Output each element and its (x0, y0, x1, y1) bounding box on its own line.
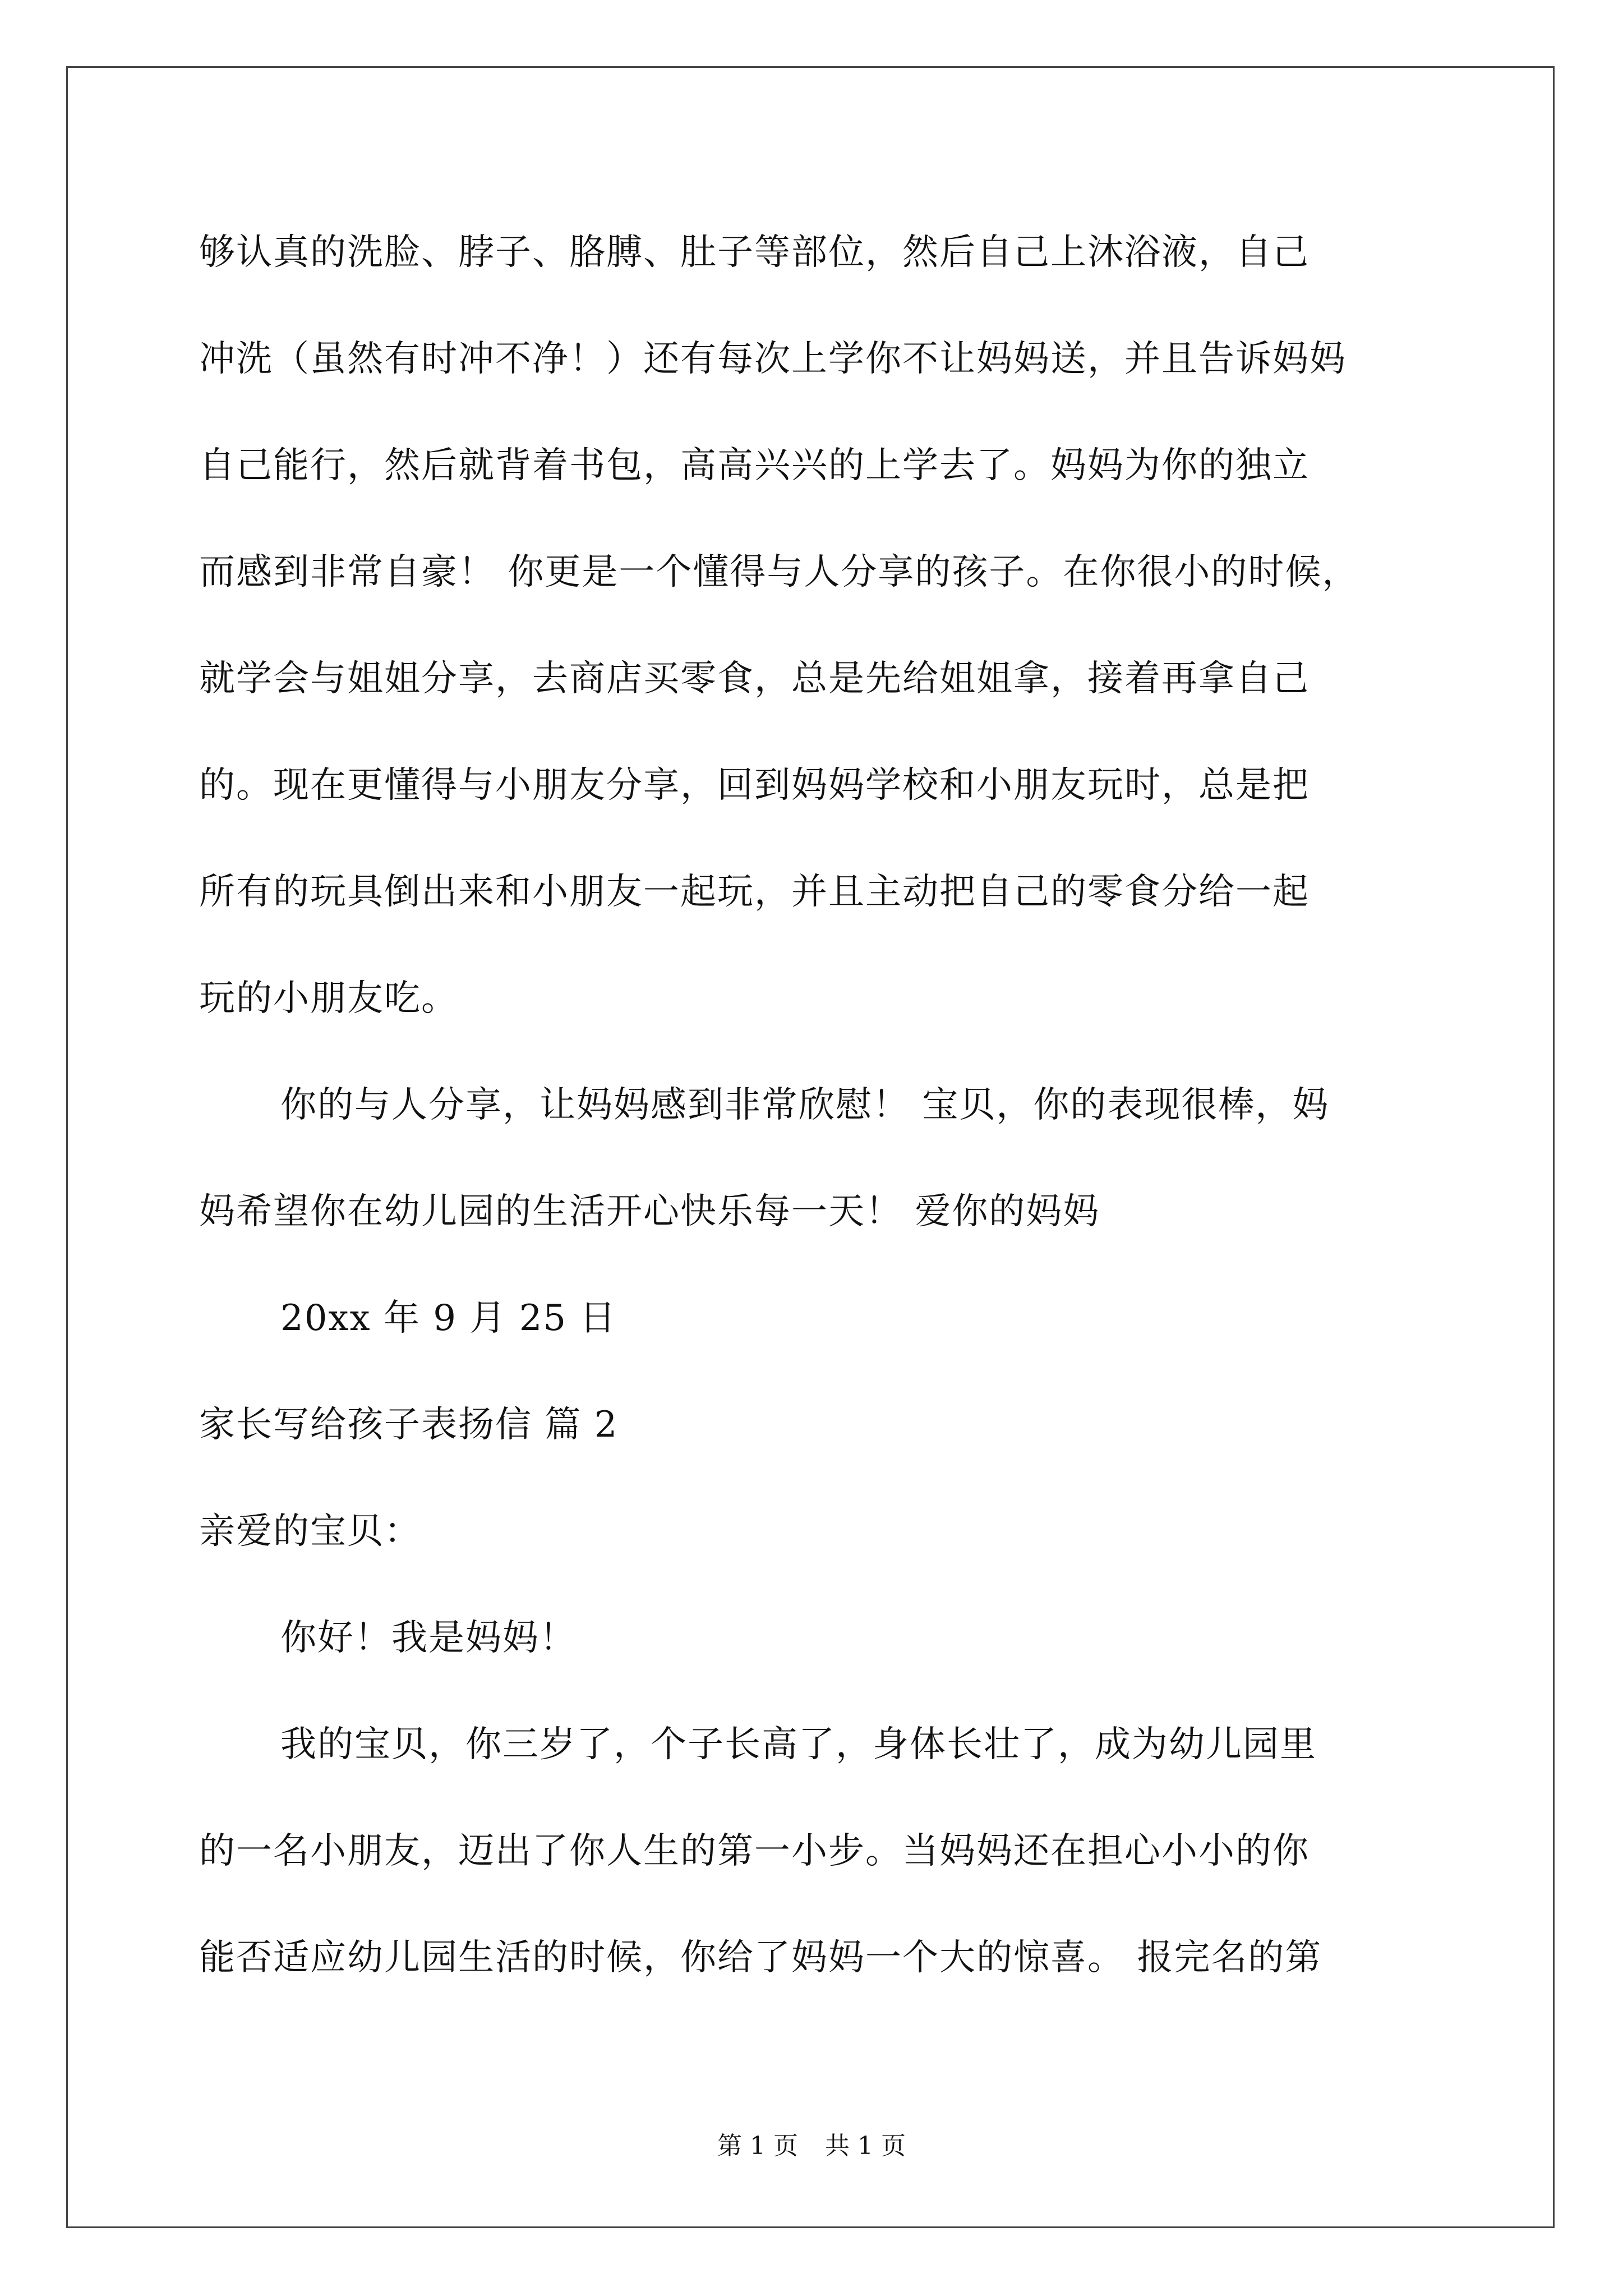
page-total: 共 1 页 (825, 2132, 906, 2160)
text-line: 就学会与姐姐分享，去商店买零食，总是先给姐姐拿，接着再拿自己 (199, 658, 1310, 700)
text-line: 而感到非常自豪！ 你更是一个懂得与人分享的孩子。在你很小的时候， (199, 551, 1359, 593)
text-line: 的一名小朋友，迈出了你人生的第一小步。当妈妈还在担心小小的你 (199, 1830, 1310, 1872)
page-border (66, 66, 1555, 2228)
letter-date: 20xx 年 9 月 25 日 (280, 1297, 617, 1339)
page-footer (0, 2131, 1623, 2162)
text-line: 能否适应幼儿园生活的时候，你给了妈妈一个大的惊喜。 报完名的第 (199, 1937, 1322, 1978)
letter-salutation: 亲爱的宝贝： (199, 1511, 421, 1552)
text-line: 够认真的洗脸、脖子、胳膊、肚子等部位，然后自己上沐浴液，自己 (199, 232, 1310, 273)
paragraph-first-line: 你的与人分享，让妈妈感到非常欣慰！ 宝贝，你的表现很棒，妈 (280, 1084, 1330, 1126)
greeting-line: 你好！我是妈妈！ (280, 1617, 577, 1659)
text-line: 玩的小朋友吃。 (199, 978, 458, 1019)
text-line: 冲洗（虽然有时冲不净！）还有每次上学你不让妈妈送，并且告诉妈妈 (199, 338, 1347, 380)
text-line: 妈希望你在幼儿园的生活开心快乐每一天！ 爱你的妈妈 (199, 1191, 1100, 1232)
text-line: 所有的玩具倒出来和小朋友一起玩，并且主动把自己的零食分给一起 (199, 871, 1310, 913)
text-line: 自己能行，然后就背着书包，高高兴兴的上学去了。妈妈为你的独立 (199, 445, 1310, 486)
paragraph-first-line: 我的宝贝，你三岁了，个子长高了，身体长壮了，成为幼儿园里 (280, 1724, 1317, 1765)
page-number: 第 1 页 (717, 2132, 798, 2160)
text-line: 的。现在更懂得与小朋友分享，回到妈妈学校和小朋友玩时，总是把 (199, 765, 1310, 806)
section-heading: 家长写给孩子表扬信 篇 2 (199, 1404, 619, 1446)
